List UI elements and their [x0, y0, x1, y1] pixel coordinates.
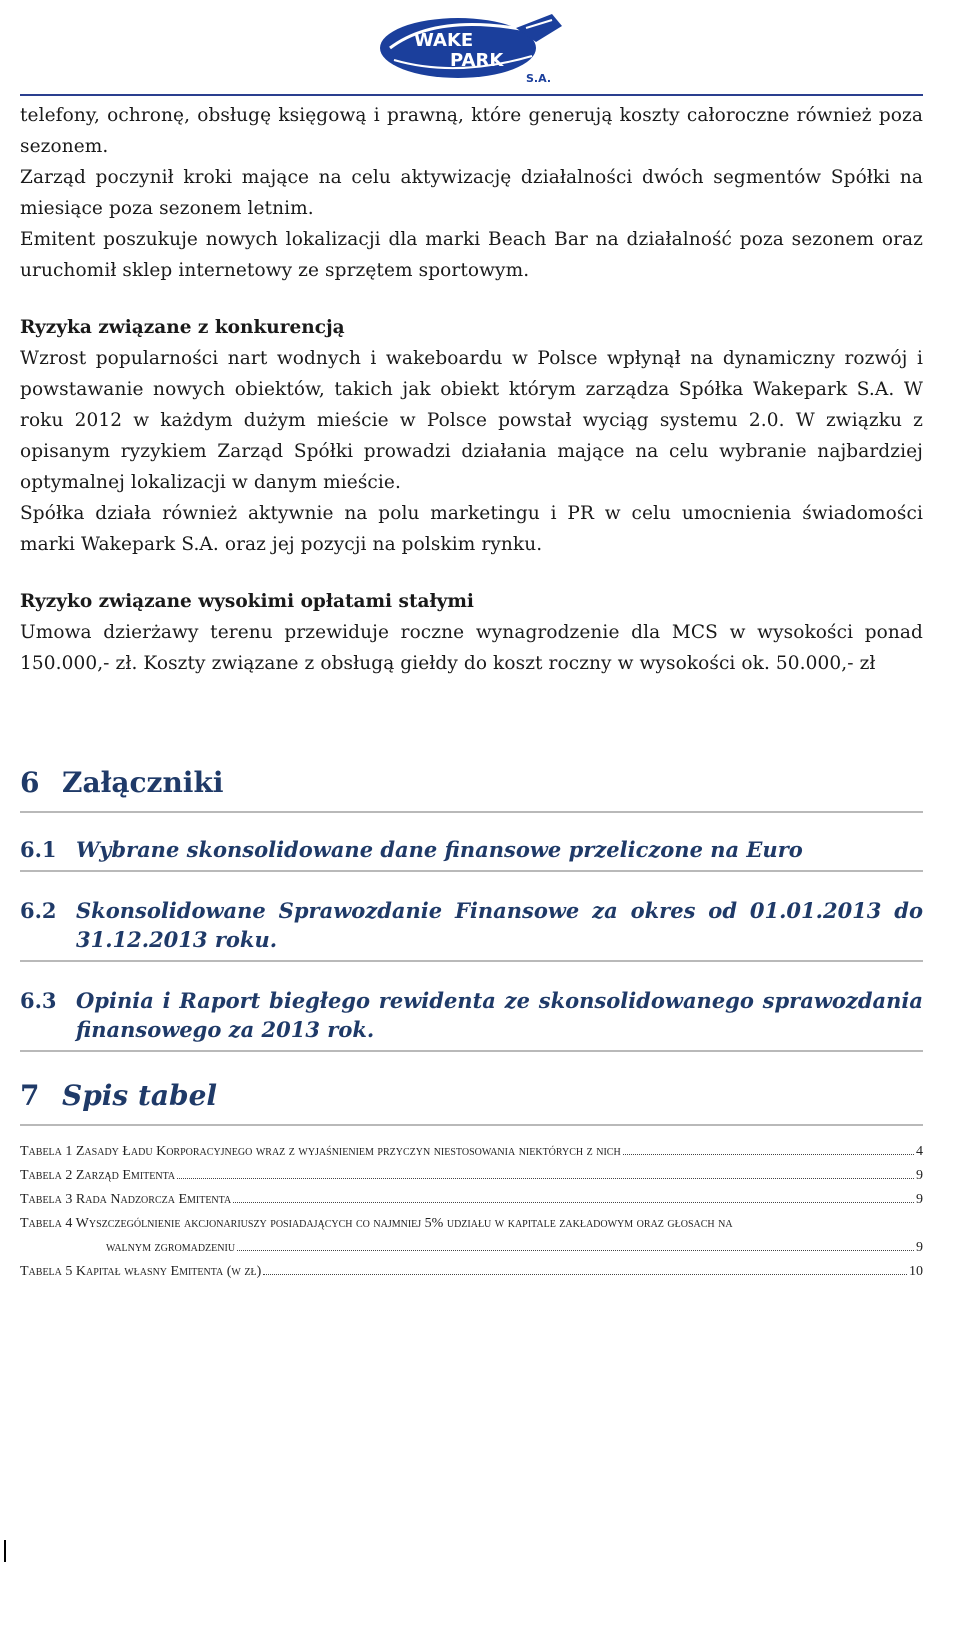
- chapter-number: 6: [20, 766, 40, 799]
- subsection-6-1: [20, 835, 923, 872]
- toc-entry-label: Tabela 5 Kapitał własny Emitenta (w zł): [20, 1264, 262, 1279]
- paragraph: Zarząd poczynił kroki mające na celu aktywizację działalności dwóch segmentów Spółki na miesiące poza sezonem letnim.: [20, 167, 923, 219]
- subsection-number: 6.2: [20, 898, 57, 923]
- toc-entry[interactable]: [20, 1188, 923, 1212]
- chapter-title: Załączniki: [62, 766, 224, 799]
- svg-text:WAKE: WAKE: [414, 30, 474, 51]
- paragraph: Wzrost popularności nart wodnych i wakeboardu w Polsce wpłynął na dynamiczny rozwój i powstawanie nowych obiektów, takich jak obiekt którym zarządza Spółka Wakepark S.A. W roku 2012 w każdym dużym mieście w Polsce powstał wyciąg systemu 2.0. W związku z opisanym ryzykiem Zarząd Spółki prowadzi działania mające na celu wybranie najbardziej optymalnej lokalizacji w danym mieście.: [20, 348, 923, 493]
- toc-leader: [237, 1250, 914, 1251]
- toc-entry-label: Tabela 4 Wyszczególnienie akcjonariuszy posiadających co najmniej 5% udziału w kapitale zakładowym oraz głosach na: [20, 1216, 733, 1231]
- chapter-heading-6: [20, 765, 923, 813]
- section-heading: Ryzyka związane z konkurencją: [20, 317, 345, 338]
- chapter-heading-7: [20, 1078, 923, 1126]
- subsection-title: Skonsolidowane Sprawozdanie Finansowe za okres od 01.01.2013 do 31.12.2013 roku.: [76, 898, 923, 952]
- subsection-title: Opinia i Raport biegłego rewidenta ze skonsolidowanego sprawozdania finansowego za 2013 rok.: [76, 988, 923, 1042]
- toc-entry-label: Tabela 2 Zarząd Emitenta: [20, 1168, 176, 1183]
- svg-text:S.A.: S.A.: [526, 72, 551, 85]
- toc-entry[interactable]: [20, 1164, 923, 1188]
- toc-entry[interactable]: [20, 1140, 923, 1164]
- toc-entry[interactable]: [20, 1212, 923, 1260]
- paragraph: Spółka działa również aktywnie na polu marketingu i PR w celu umocnienia świadomości marki Wakepark S.A. oraz jej pozycji na polskim rynku.: [20, 503, 923, 555]
- toc-leader: [263, 1274, 907, 1275]
- subsection-number: 6.3: [20, 988, 57, 1013]
- toc-entry-page: 10: [909, 1264, 923, 1279]
- section-heading: Ryzyko związane wysokimi opłatami stałymi: [20, 591, 474, 612]
- chapter-title: Spis tabel: [62, 1079, 218, 1112]
- svg-text:PARK: PARK: [450, 50, 504, 71]
- toc-entry-label-continued: walnym zgromadzeniu: [106, 1240, 236, 1255]
- header-rule: [20, 94, 923, 96]
- wakepark-logo: [376, 8, 566, 86]
- subsection-6-3: [20, 986, 923, 1052]
- toc-entry-page: 9: [916, 1192, 923, 1207]
- toc-entry-page: 9: [916, 1240, 923, 1255]
- subsection-6-2: [20, 896, 923, 962]
- toc-leader: [623, 1154, 914, 1155]
- subsection-title: Wybrane skonsolidowane dane finansowe przeliczone na Euro: [76, 837, 803, 862]
- toc-leader: [233, 1202, 914, 1203]
- chapter-number: 7: [20, 1079, 40, 1112]
- toc-entry-label: Tabela 3 Rada Nadzorcza Emitenta: [20, 1192, 232, 1207]
- paragraph: Emitent poszukuje nowych lokalizacji dla marki Beach Bar na działalność poza sezonem oraz uruchomił sklep internetowy ze sprzętem sportowym.: [20, 229, 923, 281]
- toc-entry-page: 9: [916, 1168, 923, 1183]
- paragraph: Umowa dzierżawy terenu przewiduje roczne wynagrodzenie dla MCS w wysokości ponad 150.000,- zł. Koszty związane z obsługą giełdy do koszt roczny w wysokości ok. 50.000,- zł: [20, 622, 923, 674]
- document-body: [20, 100, 923, 1284]
- toc-entry-page: 4: [916, 1144, 923, 1159]
- subsection-number: 6.1: [20, 837, 57, 862]
- table-of-tables: [20, 1140, 923, 1284]
- toc-entry-label: Tabela 1 Zasady Ładu Korporacyjnego wraz z wyjaśnieniem przyczyn niestosowania niektórych z nich: [20, 1144, 621, 1159]
- toc-leader: [177, 1178, 914, 1179]
- margin-mark: [4, 1540, 6, 1562]
- toc-entry[interactable]: [20, 1260, 923, 1284]
- paragraph: telefony, ochronę, obsługę księgową i prawną, które generują koszty całoroczne również poza sezonem.: [20, 105, 923, 157]
